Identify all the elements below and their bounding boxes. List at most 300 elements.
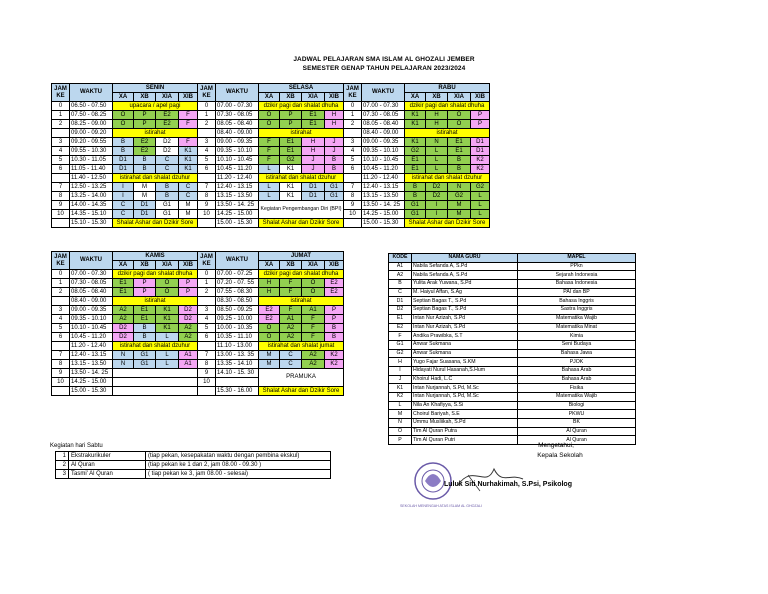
class-header: XIB [179,93,198,102]
activity-cell: dzikir pagi dan shalat dhuha [259,102,344,111]
jam-ke-cell: 6 [198,165,216,174]
jam-ke-cell: 8 [344,192,362,201]
table-row [52,219,490,228]
subject-cell: E1 [113,288,134,297]
waktu-header: WAKTU [216,252,259,270]
jam-ke-cell: 2 [198,120,216,129]
subject-cell: K2 [325,360,344,369]
waktu-cell: 07.00 - 07.25 [216,270,259,279]
waktu-cell: 08.25 - 09.00 [70,120,113,129]
subject-cell: D1 [302,183,325,192]
teacher-subject: Matematika Wajib [518,393,636,402]
subject-cell: L [259,165,280,174]
teacher-name: Yugo Fajar Suasana, S.KM [412,358,518,367]
jam-ke-cell: 7 [52,351,70,360]
subject-cell: A1 [179,360,198,369]
waktu-cell: 11.05 - 11.40 [70,165,113,174]
waktu-cell: 09.35 - 10.10 [362,147,405,156]
subject-cell: K1 [179,147,198,156]
jam-ke-cell: 2 [52,120,70,129]
teacher-row [389,314,636,323]
jam-ke-cell [52,174,70,183]
subject-cell: G1 [405,201,426,210]
teacher-code: L [389,401,412,410]
subject-cell: F [280,306,302,315]
teacher-header: KODE [389,254,412,263]
schedule-table-top [51,83,490,228]
table-row [52,279,344,288]
jam-ke-cell: 0 [52,270,70,279]
table-row [52,369,344,378]
teacher-code: C [389,288,412,297]
table-row [52,387,344,396]
waktu-cell: 07.30 - 08.05 [362,111,405,120]
teacher-name: Anwar Sukmana [412,340,518,349]
subject-cell: K1 [156,306,179,315]
table-row [52,147,490,156]
subject-cell: G1 [325,183,344,192]
teacher-subject: Kimia [518,332,636,341]
jam-ke-cell [52,297,70,306]
jam-ke-cell: 3 [52,138,70,147]
jam-ke-cell [344,174,362,183]
subject-cell: D2 [426,183,448,192]
teacher-code: P [389,436,412,445]
subject-cell: E1 [448,147,471,156]
table-row [52,156,490,165]
jam-ke-cell: 4 [198,147,216,156]
subject-cell: B [405,192,426,201]
jam-ke-cell [52,219,70,228]
class-header: XA [113,93,134,102]
subject-cell: C [179,183,198,192]
teacher-name: Intan Nurjannah, S.Pd, M.Sc [412,393,518,402]
subject-cell: D2 [426,192,448,201]
subject-cell: B [405,183,426,192]
teacher-subject: Matematika Minat [518,323,636,332]
subject-cell: P [280,111,302,120]
subject-cell: B [325,333,344,342]
subject-cell: J [325,138,344,147]
activity-cell: Shalat Ashar dan Dzikir Sore [405,219,490,228]
subject-cell: P [471,111,490,120]
teacher-subject: PKWU [518,410,636,419]
waktu-cell: 09.20 - 09.55 [70,138,113,147]
day-header-selasa: SELASA [259,84,344,93]
teacher-subject: PPkn [518,262,636,271]
class-header: XA [259,93,280,102]
waktu-header: WAKTU [362,84,405,102]
waktu-cell: 14.00 - 14.35 [70,201,113,210]
subject-cell: A2 [302,360,325,369]
teacher-subject: Bahasa Inggris [518,297,636,306]
class-header: XIB [471,93,490,102]
teacher-name: Tim Al Quran Putri [412,436,518,445]
subject-cell: H [426,120,448,129]
table-row [52,333,344,342]
waktu-cell: 09.00 - 09.20 [70,129,113,138]
teacher-row [389,297,636,306]
role-label: Kepala Sekolah [537,452,583,459]
subject-cell: B [134,165,156,174]
subject-cell: G2 [405,147,426,156]
subject-cell: A1 [179,351,198,360]
teacher-row [389,375,636,384]
subject-cell: B [448,156,471,165]
teacher-subject: Al Quran [518,436,636,445]
teacher-code: K2 [389,393,412,402]
subject-cell: H [325,111,344,120]
subject-cell: L [156,360,179,369]
activity-cell: dzikir pagi dan shalat dhuha [113,270,198,279]
jam-ke-cell [198,174,216,183]
teacher-row [389,358,636,367]
subject-cell: K1 [156,324,179,333]
waktu-cell: 15.00 - 15.30 [362,219,405,228]
subject-cell: M [134,183,156,192]
waktu-cell: 08.40 - 09.00 [216,129,259,138]
teacher-subject: Bahasa Indonesia [518,280,636,289]
teacher-subject: Biologi [518,401,636,410]
jam-ke-cell: 4 [198,315,216,324]
jam-ke-cell: 10 [198,378,216,387]
empty-cell [113,378,198,387]
title-line-2: SEMESTER GENAP TAHUN PELAJARAN 2023/2024 [302,65,466,72]
subject-cell: H [426,111,448,120]
waktu-cell: 07.20 - 07. 55 [216,279,259,288]
teacher-name: Intan Nur Azizah, S.Pd [412,314,518,323]
subject-cell: B [325,165,344,174]
teacher-name: Khoirul Hadi, L.C [412,375,518,384]
teacher-row [389,419,636,428]
subject-cell: A2 [113,315,134,324]
class-header: XB [280,93,302,102]
subject-cell: H [302,147,325,156]
subject-cell: A2 [179,333,198,342]
waktu-cell: 07.00 - 07.30 [70,270,113,279]
jam-ke-header: JAM KE [344,84,362,102]
subject-cell: M [448,201,471,210]
subject-cell: F [179,138,198,147]
jam-ke-cell: 10 [344,210,362,219]
waktu-cell: 08.30 - 08.50 [216,297,259,306]
waktu-cell: 13.00 - 13. 35 [216,351,259,360]
subject-cell: O [259,324,280,333]
teacher-name: Septian Bagas T., S.Pd [412,306,518,315]
jam-ke-cell: 2 [198,288,216,297]
subject-cell: P [325,315,344,324]
subject-cell: C [280,360,302,369]
saturday-activity: Ekstrakurikuler [69,452,146,461]
jam-ke-cell: 2 [52,288,70,297]
subject-cell: O [448,120,471,129]
subject-cell: E2 [325,288,344,297]
jam-ke-header: JAM KE [198,252,216,270]
waktu-cell: 14.25 - 15.00 [70,378,113,387]
subject-cell: P [471,120,490,129]
subject-cell: F [259,156,280,165]
teacher-code: I [389,366,412,375]
waktu-cell: 09.55 - 10.30 [70,147,113,156]
jam-ke-cell: 5 [52,156,70,165]
teacher-code: M [389,410,412,419]
waktu-cell: 08.05 - 08.40 [70,288,113,297]
subject-cell: G1 [156,210,179,219]
class-header: XA [259,261,280,270]
teacher-code: E1 [389,314,412,323]
waktu-cell: 06.50 - 07.50 [70,102,113,111]
jam-ke-cell [52,387,70,396]
principal-name: Luluk Siti Nurhakimah, S.Psi, Psikolog [444,481,572,488]
waktu-cell: 08.40 - 09.00 [70,297,113,306]
teacher-subject: Fisika [518,384,636,393]
subject-cell: G2 [280,156,302,165]
waktu-cell: 09.00 - 09.35 [70,306,113,315]
subject-cell: D1 [302,192,325,201]
teacher-row [389,349,636,358]
class-header: XIA [302,261,325,270]
subject-cell: A2 [302,351,325,360]
subject-cell: F [280,288,302,297]
subject-cell: J [325,147,344,156]
subject-cell: F [302,324,325,333]
waktu-cell: 10.35 - 11.10 [216,333,259,342]
waktu-cell: 15.30 - 16.00 [216,387,259,396]
table-row [52,183,490,192]
subject-cell: N [113,360,134,369]
waktu-header: WAKTU [216,84,259,102]
table-row [52,201,490,210]
jam-ke-cell: 0 [52,102,70,111]
stamp-caption: SEKOLAH MENENGAH ATAS ISLAM AL GHOZALI [400,504,483,508]
subject-cell: G2 [471,183,490,192]
waktu-cell: 12.40 - 13.15 [362,183,405,192]
subject-cell: H [325,120,344,129]
subject-cell: O [113,111,134,120]
jam-ke-cell: 9 [198,369,216,378]
teacher-row [389,401,636,410]
subject-cell: J [302,156,325,165]
jam-ke-cell: 1 [198,111,216,120]
waktu-cell: 15.00 - 15.30 [216,219,259,228]
jam-ke-cell: 2 [344,120,362,129]
subject-cell: I [426,201,448,210]
subject-cell: P [134,111,156,120]
subject-cell: P [280,120,302,129]
waktu-cell: 10.45 - 11.20 [70,333,113,342]
teacher-name: Intan Nurjannah, S.Pd, M.Sc [412,384,518,393]
day-header-jumat: JUMAT [259,252,344,261]
subject-cell: E1 [280,147,302,156]
subject-cell: M [259,360,280,369]
teacher-subject: Al Quran [518,427,636,436]
table-row [52,102,490,111]
jam-ke-cell: 4 [344,147,362,156]
subject-cell: B [113,147,134,156]
table-row [52,129,490,138]
subject-cell: A2 [113,306,134,315]
subject-cell: O [156,288,179,297]
jam-ke-cell [198,387,216,396]
teacher-code: A2 [389,271,412,280]
waktu-cell: 11.40 - 12.50 [70,174,113,183]
teacher-code: N [389,419,412,428]
waktu-cell: 14.25 - 15.00 [216,210,259,219]
table-row [52,270,344,279]
subject-cell: K1 [179,165,198,174]
activity-cell: istirahat dan shalat dzuhur [113,174,198,183]
bpi-cell: Kegiatan Pengembangan Diri (BPI) [259,201,344,219]
class-header: XIB [179,261,198,270]
subject-cell: E1 [405,165,426,174]
subject-cell: E1 [113,279,134,288]
subject-cell: C [113,210,134,219]
subject-cell: C [156,165,179,174]
teacher-subject: Sastra Inggris [518,306,636,315]
subject-cell: E1 [302,111,325,120]
subject-cell: M [134,192,156,201]
subject-cell: D2 [156,138,179,147]
subject-cell: D2 [179,315,198,324]
subject-cell: C [113,201,134,210]
subject-cell: H [302,138,325,147]
subject-cell: P [134,288,156,297]
table-row [52,306,344,315]
jam-ke-cell: 5 [52,324,70,333]
jam-ke-cell: 7 [198,183,216,192]
teacher-row [389,332,636,341]
teacher-subject: Bahasa Jawa [518,349,636,358]
subject-cell: H [259,288,280,297]
subject-cell: D1 [134,210,156,219]
teacher-code: E2 [389,323,412,332]
subject-cell: B [325,156,344,165]
class-header: XA [405,93,426,102]
subject-cell: P [179,288,198,297]
jam-ke-cell: 10 [198,210,216,219]
teacher-row [389,393,636,402]
activity-cell: Shalat Ashar dan Dzikir Sore [259,219,344,228]
day-header-senin: SENIN [113,84,198,93]
waktu-cell: 14.25 - 15.00 [362,210,405,219]
subject-cell: F [259,147,280,156]
subject-cell: N [113,351,134,360]
jam-ke-cell: 9 [198,201,216,210]
waktu-cell: 15.10 - 15.30 [70,219,113,228]
subject-cell: G1 [325,192,344,201]
waktu-cell: 14.35 - 15.10 [70,210,113,219]
waktu-cell: 09.35 - 10.10 [70,315,113,324]
jam-ke-cell [198,129,216,138]
teacher-row [389,271,636,280]
class-header: XIB [325,93,344,102]
jam-ke-cell: 7 [344,183,362,192]
teacher-table [388,253,636,445]
jam-ke-cell: 9 [52,369,70,378]
jam-ke-cell: 1 [52,111,70,120]
table-row [52,351,344,360]
teacher-subject: Matematika Wajib [518,314,636,323]
subject-cell: K1 [280,165,302,174]
jam-ke-cell: 10 [52,378,70,387]
jam-ke-cell: 4 [52,147,70,156]
jam-ke-header: JAM KE [52,84,70,102]
teacher-name: Yulita Arak Yuwana, S.Pd [412,280,518,289]
activity-cell: istirahat dan shalat jumat [259,342,344,351]
waktu-cell: 09.00 - 09.35 [216,138,259,147]
activity-cell: istirahat [405,129,490,138]
subject-cell: O [156,279,179,288]
subject-cell: D2 [156,147,179,156]
subject-cell: G2 [448,192,471,201]
activity-cell: istirahat [113,297,198,306]
teacher-name: Tim Al Quran Putra [412,427,518,436]
subject-cell: C [280,351,302,360]
subject-cell: L [426,165,448,174]
class-header: XIB [325,261,344,270]
subject-cell: N [426,138,448,147]
subject-cell: L [259,183,280,192]
waktu-cell: 07.55 - 08.30 [216,288,259,297]
subject-cell: D2 [113,333,134,342]
subject-cell: K1 [405,138,426,147]
teacher-row [389,384,636,393]
waktu-cell: 08.50 - 09.25 [216,306,259,315]
waktu-cell: 10.10 - 10.45 [70,324,113,333]
teacher-header: MAPEL [518,254,636,263]
subject-cell: E1 [280,138,302,147]
teacher-subject: Bahasa Arab [518,366,636,375]
waktu-cell: 10.00 - 10.35 [216,324,259,333]
teacher-code: J [389,375,412,384]
waktu-cell: 08.40 - 09.00 [362,129,405,138]
table-row [52,288,344,297]
jam-ke-cell: 4 [52,315,70,324]
saturday-note: (tiap pekan, kesepakatan waktu dengan pembina ekskul) [146,452,331,461]
teacher-code: K1 [389,384,412,393]
saturday-row [56,461,331,470]
jam-ke-cell: 3 [198,138,216,147]
table-row [52,165,490,174]
subject-cell: L [426,156,448,165]
subject-cell: N [448,183,471,192]
subject-cell: O [302,279,325,288]
subject-cell: H [259,279,280,288]
teacher-row [389,280,636,289]
subject-cell: A1 [280,315,302,324]
jam-ke-cell: 3 [198,306,216,315]
subject-cell: E2 [156,120,179,129]
jam-ke-cell: 10 [52,210,70,219]
day-header-rabu: RABU [405,84,490,93]
subject-cell: E1 [448,138,471,147]
saturday-note: ( tiap pekan ke 3, jam 08.00 - selesai) [146,470,331,479]
saturday-row [56,470,331,479]
subject-cell: G1 [134,351,156,360]
subject-cell: F [302,315,325,324]
activity-cell: istirahat dan shalat dzuhur [113,342,198,351]
jam-ke-cell: 8 [198,192,216,201]
jam-ke-cell: 8 [198,360,216,369]
subject-cell: D2 [179,306,198,315]
table-row [52,111,490,120]
subject-cell: K1 [179,156,198,165]
activity-cell: dzikir pagi dan shalat dhuha [405,102,490,111]
class-header: XA [113,261,134,270]
class-header: XB [134,93,156,102]
class-header: XIA [448,93,471,102]
subject-cell: E2 [134,147,156,156]
